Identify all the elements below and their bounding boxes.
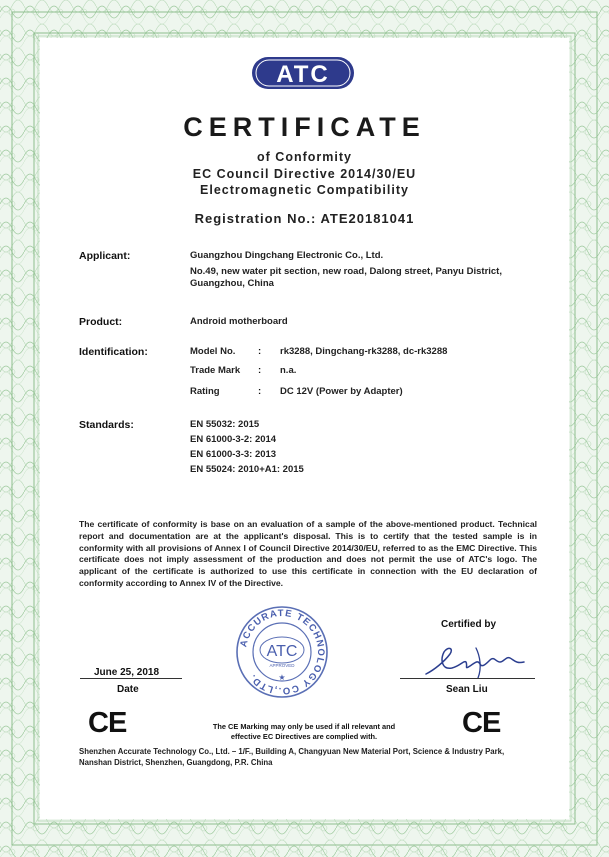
- product-value: Android motherboard: [190, 316, 288, 327]
- subtitle-directive: EC Council Directive 2014/30/EU: [192, 167, 417, 181]
- disclaimer-text: The certificate of conformity is base on an evaluation of a sample of the above-mentioned product. Technical report and documentation are at the applicant's disposal. This is to certify that the tested sample is in conformity with all provisions of Annex I of Council Directive 2014/30/EU, referred to as the EMC Directive. This certificate does not imply assessment of the production and does not permit the use of ATC's logo. The applicant of the certificate is authorized to use this certificate in connection with the EU declaration of conformity according to Annex IV of the Directive.: [79, 519, 537, 588]
- rating-label: Rating: [190, 386, 220, 397]
- seal-small-text: APPROVED: [269, 663, 295, 668]
- trade-mark-value: n.a.: [280, 365, 297, 376]
- certificate-title: CERTIFICATE: [183, 112, 426, 142]
- model-value: rk3288, Dingchang-rk3288, dc-rk3288: [280, 346, 448, 357]
- footer-line1: Shenzhen Accurate Technology Co., Ltd. – 1/F., Building A, Changyuan New Material Port, Science & Industry Park,: [79, 747, 505, 756]
- date-value: June 25, 2018: [94, 667, 160, 678]
- seal-ring-text: ACCURATE TECHNOLOGY CO.,LTD.: [238, 607, 327, 697]
- ce-mark-left: CE: [88, 707, 127, 739]
- subtitle-emc: Electromagnetic Compatibility: [200, 183, 409, 197]
- date-underline: [80, 678, 182, 679]
- standard-item: EN 61000-3-3: 2013: [190, 449, 277, 460]
- seal-center-text: ATC: [266, 643, 298, 660]
- rating-value: DC 12V (Power by Adapter): [280, 386, 403, 397]
- model-colon: :: [258, 346, 262, 357]
- registration-number: Registration No.: ATE20181041: [194, 211, 415, 226]
- ce-note-line2: effective EC Directives are complied with.: [230, 731, 378, 741]
- star-icon: ★: [278, 673, 286, 682]
- signer-name: Sean Liu: [446, 684, 488, 695]
- logo-text: ATC: [276, 61, 330, 88]
- standard-item: EN 55024: 2010+A1: 2015: [190, 464, 304, 475]
- standard-item: EN 61000-3-2: 2014: [190, 434, 277, 445]
- certified-by-label: Certified by: [441, 619, 497, 630]
- identification-label: Identification:: [79, 346, 148, 358]
- trade-mark-colon: :: [258, 365, 262, 376]
- product-label: Product:: [79, 316, 123, 328]
- rating-colon: :: [258, 386, 262, 397]
- applicant-address-line1: No.49, new water pit section, new road, Dalong street, Panyu District,: [190, 266, 502, 277]
- model-label: Model No.: [190, 346, 236, 357]
- signature-underline: [400, 678, 535, 679]
- standard-item: EN 55032: 2015: [190, 419, 260, 430]
- ce-note-line1: The CE Marking may only be used if all relevant and: [212, 722, 396, 731]
- ce-mark-right: CE: [462, 707, 501, 739]
- footer-line2: Nanshan District, Shenzhen, Guangdong, P.R. China: [79, 757, 273, 767]
- footer-address: [79, 747, 539, 768]
- signature: [420, 640, 532, 680]
- company-seal: [235, 605, 329, 699]
- applicant-label: Applicant:: [79, 250, 131, 262]
- standards-label: Standards:: [79, 419, 134, 431]
- atc-logo: [251, 56, 355, 90]
- applicant-address-line2: Guangzhou, China: [190, 278, 274, 289]
- ce-note: [170, 722, 438, 741]
- date-label: Date: [117, 684, 139, 695]
- subtitle-conformity: of Conformity: [257, 150, 352, 164]
- trade-mark-label: Trade Mark: [190, 365, 241, 376]
- applicant-name: Guangzhou Dingchang Electronic Co., Ltd.: [190, 250, 384, 261]
